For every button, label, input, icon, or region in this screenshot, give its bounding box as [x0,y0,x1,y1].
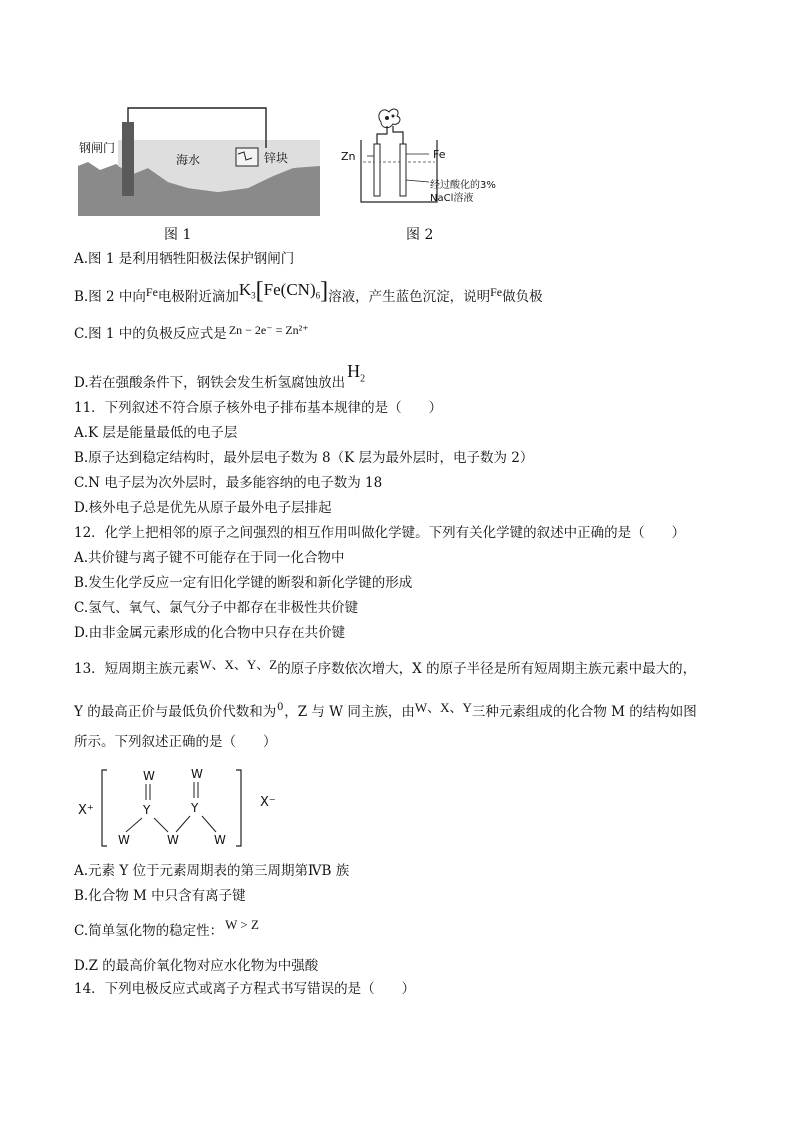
atom-w-top-left: W [143,769,155,783]
q10-c-formula: Zn − 2e⁻ = Zn²⁺ [228,323,309,337]
q10-option-b [74,278,543,311]
q11-option-c: C.N 电子层为次外层时，最多能容纳的电子数为 18 [74,475,383,491]
q13-option-d: D.Z 的最高价氧化物对应水化物为中强酸 [74,958,319,974]
q13-zero: 0 [277,699,284,713]
atom-y-left: Y [143,803,151,817]
figure-2-electrolysis-cell-diagram [337,104,507,216]
q10-b-fe-1: Fe [145,285,158,299]
q10-b-text-2: 电极附近滴加 [157,289,239,305]
zn-electrode-label: Zn [341,150,356,163]
q10-option-c [74,325,309,343]
atom-w-bottom-2: W [167,833,179,847]
figure-1-caption: 图 1 [164,227,192,243]
q12-option-d: D.由非金属元素形成的化合物中只存在共价键 [74,625,346,641]
q13-option-a: A.元素 Y 位于元素周期表的第三周期第ⅣB 族 [74,863,350,879]
q13-stem-line-2: Y 的最高正价与最低负价代数和为0，Z 与 W 同主族，由W、X、Y三种元素组成的化合物 M 的结构如图 [74,699,697,720]
q10-b-reagent-formula: $K_3[Fe(CN)_6]$ [238,278,329,304]
q13-stem-line-3: 所示。下列叙述正确的是（ ） [74,734,277,750]
q13-c-formula: W > Z [225,917,259,932]
q13-option-b: B.化合物 M 中只含有离子键 [74,888,246,904]
solution-label-line2: NaCl溶液 [430,193,474,204]
q11-option-d: D.核外电子总是优先从原子最外电子层排起 [74,500,332,516]
atom-y-right: Y [191,801,199,815]
fe-electrode-label: Fe [433,148,446,161]
q10-c-text: C.图 1 中的负极反应式是 [74,326,227,342]
q12-option-c: C.氢气、氧气、氯气分子中都存在非极性共价键 [74,600,359,616]
solution-label-line1: 经过酸化的3% [430,180,496,191]
q10-b-text-4: 做负极 [502,289,543,305]
q12-stem: 12．化学上把相邻的原子之间强烈的相互作用叫做化学键。下列有关化学键的叙述中正确的是（ ） [74,525,686,541]
q11-stem: 11．下列叙述不符合原子核外电子排布基本规律的是（ ） [74,400,443,416]
figure-2-caption: 图 2 [406,227,434,243]
q10-b-text-3: 溶液，产生蓝色沉淀，说明 [328,289,491,305]
q10-option-a: A.图 1 是利用牺牲阳极法保护钢闸门 [74,251,295,267]
q10-d-text: D.若在强酸条件下，钢铁会发生析氢腐蚀放出 [74,375,346,391]
q13-stem-line-1: 13．短周期主族元素W、X、Y、Z的原子序数依次增大，X 的原子半径是所有短周期主族元素中最大的， [74,657,697,677]
q10-d-formula: $H_2$ [347,361,366,385]
atom-w-top-right: W [191,767,203,781]
q11-option-a: A.K 层是能量最低的电子层 [74,425,238,441]
q14-stem: 14．下列电极反应式或离子方程式书写错误的是（ ） [74,981,416,997]
atom-w-bottom-3: W [214,833,226,847]
q13-option-c: C.简单氢化物的稳定性： W > Z [74,917,259,939]
q13-elements-wxy: W、X、Y [414,700,472,715]
q12-option-a: A.共价键与离子键不可能存在于同一化合物中 [74,550,345,566]
seawater-label: 海水 [176,153,201,167]
q10-b-fe-2: Fe [490,285,503,299]
q12-option-b: B.发生化学反应一定有旧化学键的断裂和新化学键的形成 [74,575,413,591]
compound-m-structure [74,760,294,852]
q11-option-b: B.原子达到稳定结构时，最外层电子数为 8（K 层为最外层时，电子数为 2） [74,450,534,466]
q10-option-d [74,361,366,399]
gate-label: 钢闸门 [79,141,116,155]
q10-b-text-1: B.图 2 中向 [74,289,146,305]
q13-elements-wxyz: W、X、Y、Z [199,657,278,672]
zinc-label: 锌块 [264,151,289,165]
cation-label: X⁺ [78,803,94,818]
figure-1-steel-gate-diagram [78,104,320,216]
anion-label: X⁻ [260,795,276,810]
atom-w-bottom-1: W [118,833,130,847]
